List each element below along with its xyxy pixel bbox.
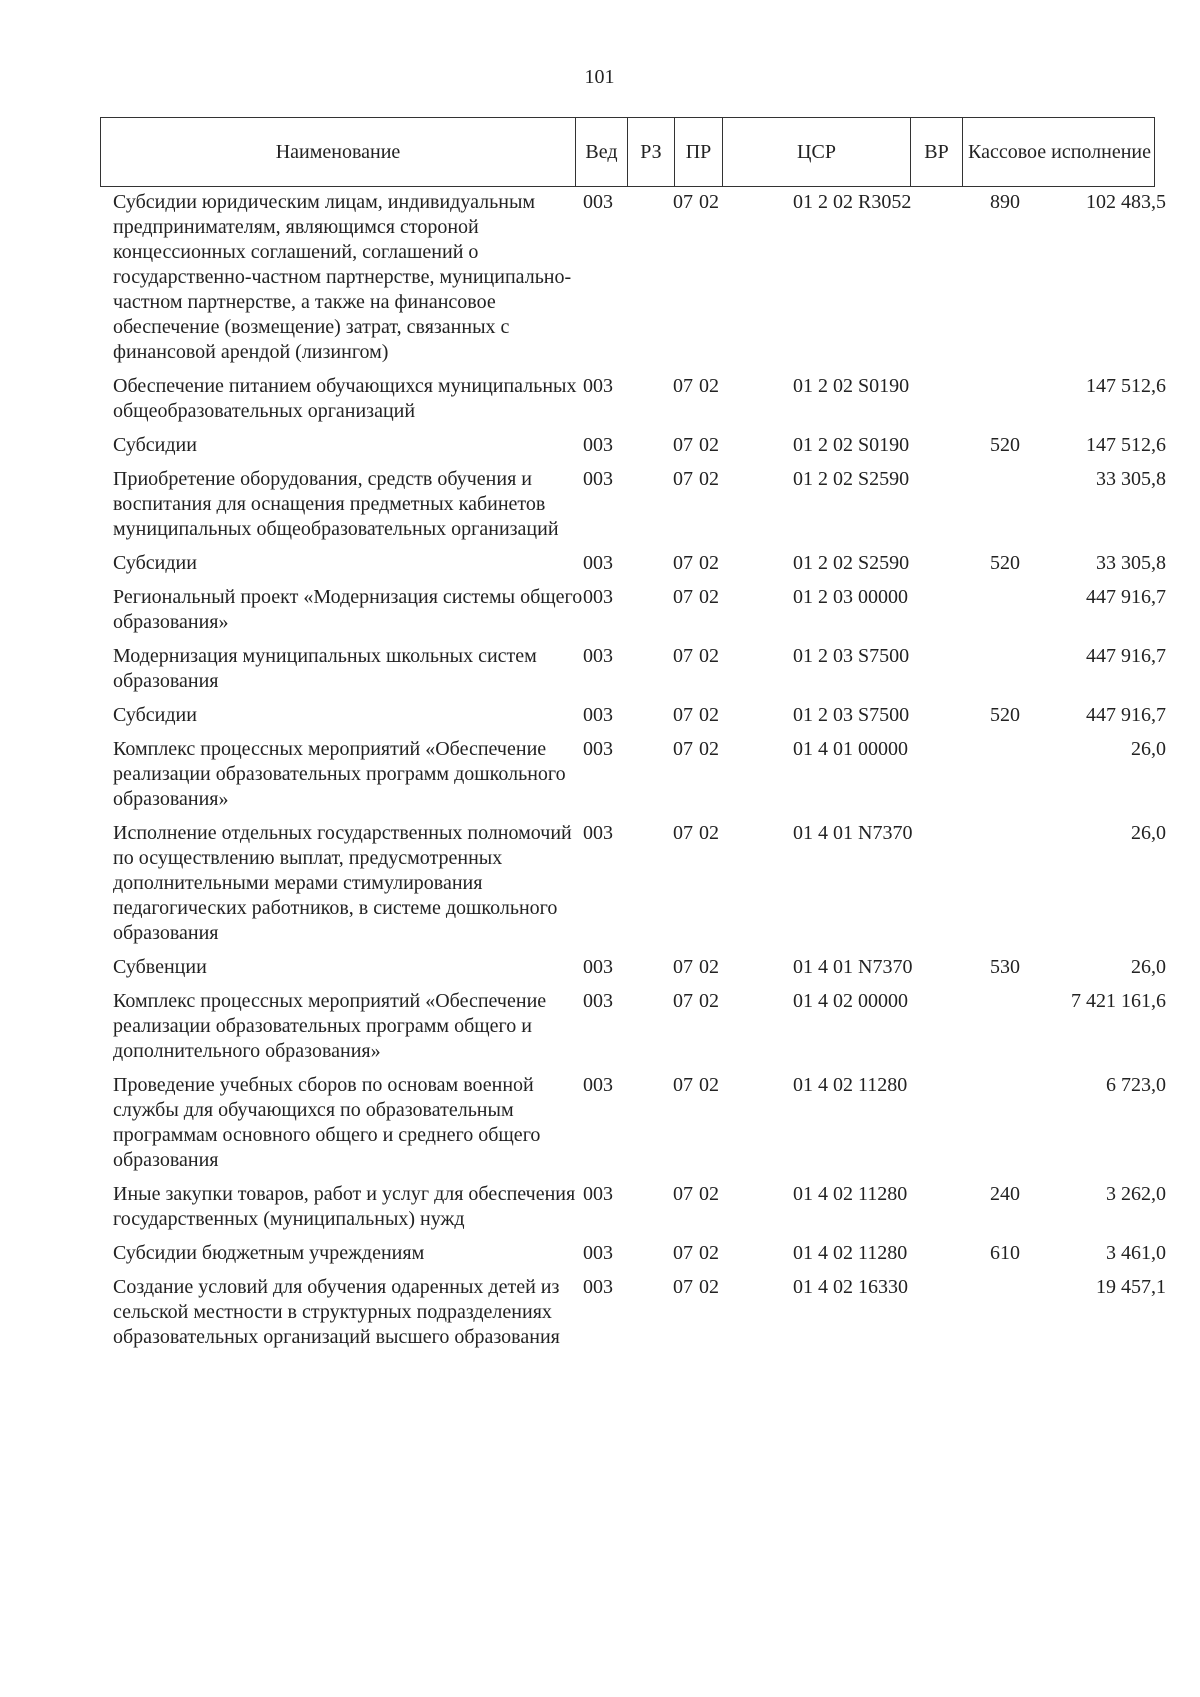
cell-vr — [990, 644, 1042, 694]
cell-name: Создание условий для обучения одаренных детей из сельской местности в структурных подразделениях образовательных организаций высшего образования — [113, 1276, 560, 1348]
cell-vr: 520 — [990, 434, 1020, 456]
cell-ved: 003 — [583, 704, 613, 726]
table-body — [0, 190, 1200, 1359]
cell-vr: 890 — [990, 191, 1020, 213]
cell-amount: 7 421 161,6 — [1071, 990, 1166, 1012]
cell-amount: 447 916,7 — [1086, 645, 1166, 667]
cell-name: Комплекс процессных мероприятий «Обеспечение реализации образовательных программ дошкольного образования» — [113, 738, 566, 810]
cell-vr: 240 — [990, 1183, 1020, 1205]
cell-rz: 07 — [673, 191, 693, 213]
cell-csr: 01 2 02 S2590 — [793, 552, 910, 574]
cell-name: Субсидии юридическим лицам, индивидуальным предпринимателям, являющимся стороной концессионных соглашений, соглашений о государственно-частном партнерстве, муниципально-частном партнерстве, а также на финансовое обеспечение (возмещение) затрат, связанных с финансовой арендой (лизингом) — [113, 191, 572, 363]
table-row — [0, 821, 1200, 955]
cell-name: Субвенции — [113, 956, 207, 978]
cell-ved: 003 — [583, 434, 613, 456]
cell-rz: 07 — [673, 1183, 693, 1205]
cell-csr: 01 2 02 S0190 — [793, 375, 910, 397]
cell-pr: 02 — [699, 1276, 719, 1298]
cell-amount: 147 512,6 — [1086, 434, 1166, 456]
cell-ved: 003 — [583, 1276, 613, 1298]
cell-pr: 02 — [699, 434, 719, 456]
cell-amount: 3 461,0 — [1106, 1242, 1166, 1264]
cell-amount: 447 916,7 — [1086, 586, 1166, 608]
cell-rz: 07 — [673, 586, 693, 608]
cell-amount: 33 305,8 — [1096, 468, 1166, 490]
cell-vr: 520 — [990, 704, 1020, 726]
table-row — [0, 467, 1200, 551]
cell-vr — [990, 585, 1042, 635]
cell-name: Исполнение отдельных государственных полномочий по осуществлению выплат, предусмотренных дополнительными мерами стимулирования педагогических работников, в системе дошкольного образования — [113, 822, 572, 944]
cell-csr: 01 4 01 N7370 — [793, 822, 913, 844]
cell-csr: 01 2 02 R3052 — [793, 191, 912, 213]
cell-pr: 02 — [699, 552, 719, 574]
table-row — [0, 703, 1200, 737]
header-name: Наименование — [101, 118, 576, 186]
cell-pr: 02 — [699, 1242, 719, 1264]
cell-csr: 01 4 02 11280 — [793, 1074, 908, 1096]
cell-vr — [990, 1275, 1042, 1350]
cell-ved: 003 — [583, 1074, 613, 1096]
table-row — [0, 1182, 1200, 1241]
header-amount: Кассовое исполнение — [968, 141, 1151, 163]
cell-vr — [990, 989, 1042, 1064]
cell-amount: 19 457,1 — [1096, 1276, 1166, 1298]
cell-vr — [990, 1073, 1042, 1173]
cell-vr: 520 — [990, 552, 1020, 574]
cell-vr — [990, 467, 1042, 542]
cell-rz: 07 — [673, 1276, 693, 1298]
cell-pr: 02 — [699, 704, 719, 726]
cell-csr: 01 4 02 11280 — [793, 1242, 908, 1264]
cell-name: Приобретение оборудования, средств обучения и воспитания для оснащения предметных кабинетов муниципальных общеобразовательных организаций — [113, 468, 559, 540]
cell-csr: 01 4 02 16330 — [793, 1276, 908, 1298]
table-row — [0, 433, 1200, 467]
cell-csr: 01 4 01 00000 — [793, 738, 908, 760]
cell-rz: 07 — [673, 552, 693, 574]
cell-rz: 07 — [673, 468, 693, 490]
cell-ved: 003 — [583, 738, 613, 760]
cell-csr: 01 2 03 00000 — [793, 586, 908, 608]
cell-vr — [990, 821, 1042, 946]
header-pr: ПР — [675, 118, 723, 186]
cell-rz: 07 — [673, 1074, 693, 1096]
cell-rz: 07 — [673, 704, 693, 726]
table-row — [0, 374, 1200, 433]
cell-amount: 102 483,5 — [1086, 191, 1166, 213]
table-row — [0, 989, 1200, 1073]
cell-rz: 07 — [673, 434, 693, 456]
cell-pr: 02 — [699, 1074, 719, 1096]
cell-vr — [990, 737, 1042, 812]
table-row — [0, 1275, 1200, 1359]
cell-pr: 02 — [699, 956, 719, 978]
cell-csr: 01 2 02 S0190 — [793, 434, 910, 456]
cell-ved: 003 — [583, 1242, 613, 1264]
cell-csr: 01 4 02 11280 — [793, 1183, 908, 1205]
header-ved: Вед — [576, 118, 628, 186]
cell-ved: 003 — [583, 375, 613, 397]
cell-rz: 07 — [673, 375, 693, 397]
cell-amount: 26,0 — [1131, 738, 1166, 760]
cell-pr: 02 — [699, 586, 719, 608]
cell-rz: 07 — [673, 990, 693, 1012]
cell-amount: 447 916,7 — [1086, 704, 1166, 726]
cell-vr — [990, 374, 1042, 424]
cell-ved: 003 — [583, 191, 613, 213]
cell-ved: 003 — [583, 956, 613, 978]
cell-ved: 003 — [583, 586, 613, 608]
cell-rz: 07 — [673, 956, 693, 978]
cell-amount: 33 305,8 — [1096, 552, 1166, 574]
cell-pr: 02 — [699, 468, 719, 490]
cell-name: Субсидии бюджетным учреждениям — [113, 1242, 425, 1264]
cell-ved: 003 — [583, 990, 613, 1012]
cell-pr: 02 — [699, 191, 719, 213]
header-rz: РЗ — [628, 118, 675, 186]
cell-amount: 3 262,0 — [1106, 1183, 1166, 1205]
table-row — [0, 1241, 1200, 1275]
table-row — [0, 551, 1200, 585]
cell-vr: 610 — [990, 1242, 1020, 1264]
cell-pr: 02 — [699, 645, 719, 667]
cell-csr: 01 2 03 S7500 — [793, 704, 910, 726]
cell-ved: 003 — [583, 1183, 613, 1205]
cell-name: Субсидии — [113, 704, 197, 726]
cell-rz: 07 — [673, 645, 693, 667]
cell-csr: 01 4 02 00000 — [793, 990, 908, 1012]
cell-csr: 01 4 01 N7370 — [793, 956, 913, 978]
table-row — [0, 1073, 1200, 1182]
cell-rz: 07 — [673, 1242, 693, 1264]
cell-amount: 6 723,0 — [1106, 1074, 1166, 1096]
cell-name: Обеспечение питанием обучающихся муниципальных общеобразовательных организаций — [113, 375, 577, 422]
header-csr: ЦСР — [723, 118, 911, 186]
cell-ved: 003 — [583, 468, 613, 490]
cell-csr: 01 2 03 S7500 — [793, 645, 910, 667]
table-row — [0, 644, 1200, 703]
cell-pr: 02 — [699, 1183, 719, 1205]
cell-pr: 02 — [699, 375, 719, 397]
cell-pr: 02 — [699, 738, 719, 760]
cell-pr: 02 — [699, 822, 719, 844]
table-row — [0, 737, 1200, 821]
cell-name: Модернизация муниципальных школьных систем образования — [113, 645, 537, 692]
cell-amount: 26,0 — [1131, 956, 1166, 978]
cell-vr: 530 — [990, 956, 1020, 978]
cell-ved: 003 — [583, 822, 613, 844]
table-row — [0, 190, 1200, 374]
table-row — [0, 955, 1200, 989]
table-header — [100, 117, 1155, 187]
cell-amount: 26,0 — [1131, 822, 1166, 844]
cell-name: Региональный проект «Модернизация системы общего образования» — [113, 586, 583, 633]
cell-csr: 01 2 02 S2590 — [793, 468, 910, 490]
cell-name: Комплекс процессных мероприятий «Обеспечение реализации образовательных программ общего и дополнительного образования» — [113, 990, 547, 1062]
cell-name: Субсидии — [113, 552, 197, 574]
cell-name: Иные закупки товаров, работ и услуг для обеспечения государственных (муниципальных) нужд — [113, 1183, 576, 1230]
cell-ved: 003 — [583, 645, 613, 667]
cell-name: Субсидии — [113, 434, 197, 456]
cell-rz: 07 — [673, 822, 693, 844]
cell-amount: 147 512,6 — [1086, 375, 1166, 397]
page-number: 101 — [584, 66, 615, 88]
cell-pr: 02 — [699, 990, 719, 1012]
cell-name: Проведение учебных сборов по основам военной службы для обучающихся по образовательным программам основного общего и среднего общего образования — [113, 1074, 541, 1171]
cell-rz: 07 — [673, 738, 693, 760]
table-row — [0, 585, 1200, 644]
header-vr: ВР — [911, 118, 963, 186]
cell-ved: 003 — [583, 552, 613, 574]
